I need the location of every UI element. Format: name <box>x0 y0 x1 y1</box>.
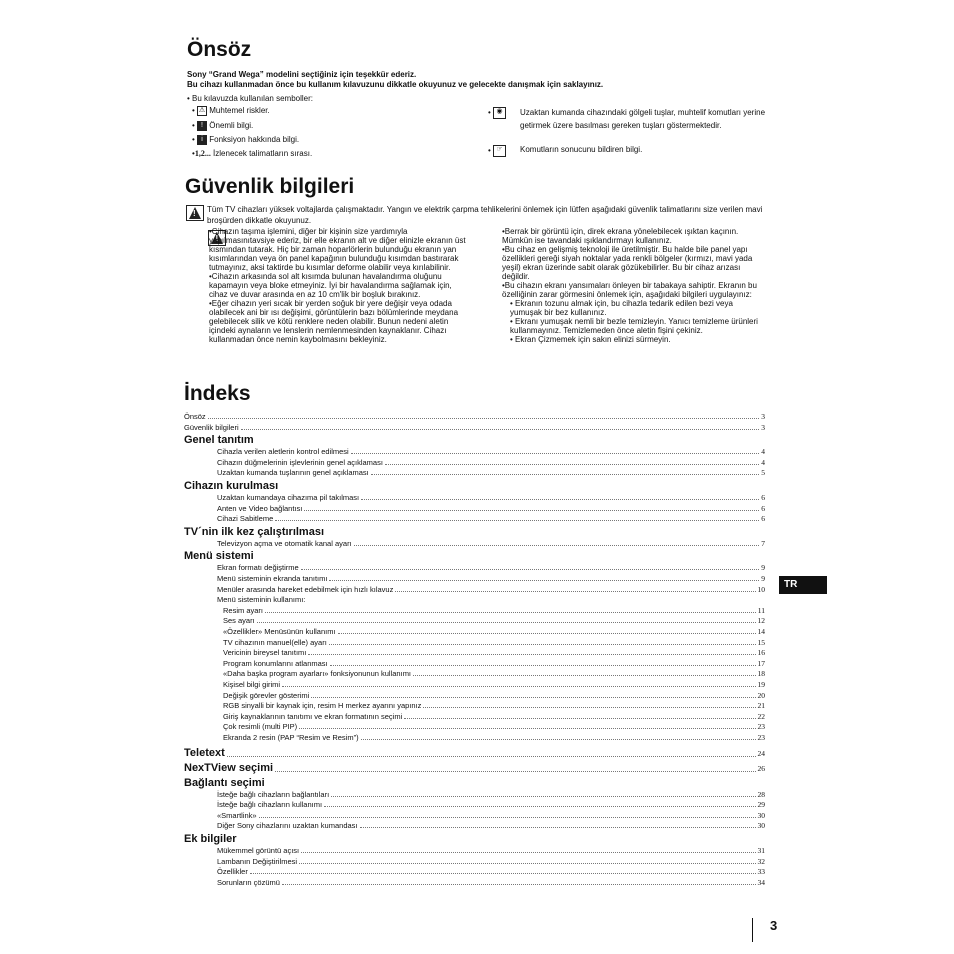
toc-entry <box>217 800 765 809</box>
toc-entry-label: Cihazın düğmelerinin işlevlerinin genel açıklaması <box>217 457 383 467</box>
safety-subitem: • Ekranın tozunu almak için, bu cihazla tedarik edilen bezi veya yumuşak bir bez kullanınız. <box>510 299 733 317</box>
leader-dots <box>250 873 756 874</box>
hand-icon: ☞ <box>493 145 506 157</box>
toc-section-entry <box>184 762 765 775</box>
toc-page-number: 15 <box>757 637 765 647</box>
toc-entry <box>217 514 765 523</box>
leader-dots <box>329 644 756 645</box>
leader-dots <box>351 453 760 454</box>
leader-dots <box>331 796 755 797</box>
toc-page-number: 9 <box>761 574 765 583</box>
toc-entry-label: Giriş kaynaklarının tanıtımı ve ekran formatının seçimi <box>223 711 403 721</box>
toc-entry-label: Özellikler <box>217 867 248 877</box>
toc-section-title: Genel tanıtım <box>184 434 254 447</box>
toc-entry-label: Mükemmel görüntü açısı <box>217 846 300 855</box>
toc-page-number: 22 <box>757 711 765 721</box>
remote-key-icon: ◉ <box>493 107 506 119</box>
toc-page-number: 32 <box>757 856 765 866</box>
toc-entry <box>217 790 765 799</box>
toc-entry <box>217 468 765 477</box>
toc-page-number: 4 <box>761 457 765 467</box>
toc-entry <box>217 447 765 456</box>
leader-dots <box>241 429 760 430</box>
safety-subitem: • Ekranı yumuşak nemli bir bezle temizleyin. Yanıcı temizleme ürünleri kullanmayınız. Temizlemeden önce aletin fişini çekiniz. <box>510 317 758 335</box>
leader-dots <box>308 654 755 655</box>
toc-page-number: 23 <box>757 733 765 742</box>
toc-entry <box>223 733 765 742</box>
leader-dots <box>275 520 759 521</box>
leader-dots <box>259 817 756 818</box>
guvenlik-left-column <box>209 227 471 344</box>
leader-dots <box>275 771 755 772</box>
leader-dots <box>299 863 755 864</box>
toc-entry <box>223 722 765 731</box>
toc-entry <box>217 846 765 855</box>
toc-page-number: 6 <box>761 503 765 513</box>
symbol-result-text: Komutların sonucunu bildiren bilgi. <box>520 145 643 154</box>
toc-entry-label: Vericinin bireysel tanıtımı <box>223 648 307 658</box>
toc-page-number: 29 <box>757 800 765 810</box>
toc-entry-label: Program konumlarını atlanması <box>223 658 328 668</box>
language-tab: TR <box>779 576 827 594</box>
toc-entry <box>223 669 765 678</box>
toc-page-number: 7 <box>761 538 765 548</box>
leader-dots <box>385 464 759 465</box>
toc-page-number: 6 <box>761 514 765 524</box>
toc-entry-label: Resim ayarı <box>223 605 264 615</box>
toc-entry-label: Önsöz <box>184 412 206 421</box>
leader-dots <box>338 633 756 634</box>
toc-entry-label: Ses ayarı <box>223 616 255 626</box>
toc-page-number: 10 <box>757 584 765 594</box>
toc-page-number: 11 <box>757 605 765 615</box>
toc-entry-label: Kişisel bilgi girimi <box>223 680 281 689</box>
warning-icon: ⚠ <box>198 107 206 114</box>
symbol-risk-text: Muhtemel riskler. <box>209 106 270 116</box>
toc-entry <box>217 585 765 594</box>
toc-page-number: 6 <box>761 493 765 502</box>
toc-entry <box>217 493 765 502</box>
safety-item: •Bu cihazın ekranı yansımaları önleyen bir tabakaya sahiptir. Ekranın bu özelliğinin zarar görmesini önlemek için, aşağıdaki bilgileri uygulayınız: <box>502 281 757 299</box>
page-divider <box>752 918 753 942</box>
leader-dots <box>354 545 760 546</box>
toc-page-number: 24 <box>757 748 765 758</box>
leader-dots <box>413 675 755 676</box>
leader-dots <box>299 728 755 729</box>
guvenlik-intro: Tüm TV cihazları yüksek voltajlarda çalışmaktadır. Yangın ve elektrik çarpma tehlikelerini önlemek için lütfen aşağıdaki güvenlik talimatlarını size verilen mavi broşürden dikkatle okuyunuz. <box>207 205 763 225</box>
toc-page-number: 19 <box>757 680 765 689</box>
toc-entry <box>223 648 765 657</box>
leader-dots <box>282 884 756 885</box>
toc-page-number: 9 <box>761 563 765 573</box>
symbol-shaded-keys-text: Uzaktan kumanda cihazındaki gölgeli tuşlar, muhtelif komutları yerine getirmek üzere basılması gereken tuşları göstermektedir. <box>520 108 766 130</box>
page-number: 3 <box>770 918 778 933</box>
toc-entry-label: RGB sinyalli bir kaynak için, resim H merkez ayarını yapınız <box>223 701 422 711</box>
toc-entry <box>223 627 765 636</box>
leader-dots <box>360 827 756 828</box>
toc-section-title: Cihazın kurulması <box>184 480 279 492</box>
toc-entry-label: Güvenlik bilgileri <box>184 422 239 432</box>
toc-page-number: 26 <box>757 763 765 773</box>
leader-dots <box>423 707 755 708</box>
leader-dots <box>361 499 759 500</box>
toc-page-number: 12 <box>757 616 765 626</box>
toc-entry <box>217 595 765 604</box>
toc-entry-label: Sorunların çözümü <box>217 877 280 887</box>
toc-page-number: 18 <box>757 669 765 679</box>
toc-page-number: 21 <box>757 701 765 711</box>
symbols-intro: • Bu kılavuzda kullanılan semboller: <box>187 94 313 103</box>
onsoz-title: Önsöz <box>187 38 252 61</box>
toc-entry <box>223 712 765 721</box>
toc-page-number: 31 <box>757 846 765 855</box>
toc-entry-label: Menü sisteminin kullanımı: <box>217 595 306 605</box>
toc-entry <box>217 878 765 887</box>
leader-dots <box>371 474 760 475</box>
sequence-marker: 1,2... <box>194 149 211 158</box>
toc-entry <box>217 563 765 572</box>
toc-entry <box>184 412 765 421</box>
toc-entry-label: Menüler arasında hareket edebilmek için hızlı kılavuz <box>217 584 394 594</box>
toc-page-number: 23 <box>757 722 765 732</box>
safety-item: •Bu cihaz en gelişmiş teknoloji ile üretilmiştir. Bu halde bile panel yapı özellikleri gereği siyah noktalar yada renkli bölgeler (kırmızı, mavi yada yeşil) ekran üzerinde sabit olarak gözükebilirler. Bu bir cihaz arızası değildir. <box>502 245 753 281</box>
symbol-important: • ! Önemli bilgi. <box>192 121 254 131</box>
toc-entry-label: Televizyon açma ve otomatik kanal ayarı <box>217 538 352 548</box>
toc-entry-label: «Özellikler» Menüsünün kullanımı <box>223 627 336 636</box>
toc-entry-label: Diğer Sony cihazlarını uzaktan kumandası <box>217 821 358 831</box>
toc-section-title: Ek bilgiler <box>184 833 237 845</box>
leader-dots <box>324 806 755 807</box>
safety-item: •Cihazın arkasında sol alt kısımda bulunan havalandırma oluğunu kapamayın veya bloke etmeyiniz. İyi bir havalandırma sağlamak için, cihaz ve duvar arasında en az 10 cm'lik bir boşluk bırakınız. <box>209 272 452 299</box>
leader-dots <box>361 739 756 740</box>
important-icon: ! <box>197 121 207 131</box>
leader-dots <box>329 580 759 581</box>
toc-entry <box>223 680 765 689</box>
symbol-important-text: Önemli bilgi. <box>209 121 254 131</box>
indeks-title: İndeks <box>184 382 251 405</box>
leader-dots <box>395 591 755 592</box>
toc-entry-label: Anten ve Video bağlantısı <box>217 503 303 513</box>
toc-entry <box>184 423 765 432</box>
toc-page-number: 16 <box>757 648 765 658</box>
toc-entry <box>223 606 765 615</box>
leader-dots <box>311 697 755 698</box>
leader-dots <box>404 718 755 719</box>
toc-entry <box>217 857 765 866</box>
toc-page-number: 4 <box>761 447 765 457</box>
toc-page-number: 14 <box>757 627 765 636</box>
safety-item: •Cihazın taşıma işlemini, diğer bir kişinin size yardımıyla yapılmasınıtavsiye ederiz, bir elle ekranın alt ve diğer elinizle ekranın üst kısmından tutarak. Hiç bir zaman hoparlörlerin bulunduğu ekranın yan kısımlarından veya ön panel kapağının bulunduğu kısımdan bastırarak tutmayınız, aksi taktirde bu kısımlar deforme olabilir veya kırılabilinir. <box>209 227 466 272</box>
toc-entry-label: TV cihazının manuel(elle) ayarı <box>223 637 327 647</box>
leader-dots <box>282 686 755 687</box>
toc-entry-label: Ekranda 2 resin (PAP “Resim ve Resim”) <box>223 733 359 742</box>
toc-entry <box>217 504 765 513</box>
leader-dots <box>330 665 756 666</box>
toc-section-title: Teletext <box>184 746 225 759</box>
toc-entry <box>217 574 765 583</box>
symbol-risk: • ⚠ Muhtemel riskler. <box>192 106 270 116</box>
toc-entry-label: Uzaktan kumandaya cihazıma pil takılması <box>217 493 360 502</box>
toc-entry-label: Cihazla verilen aletlerin kontrol edilmesi <box>217 447 349 457</box>
onsoz-intro-1: Sony “Grand Wega” modelini seçtiğiniz için teşekkür ederiz. <box>187 70 417 79</box>
toc-page-number: 30 <box>757 810 765 820</box>
toc-page-number: 34 <box>757 877 765 887</box>
leader-dots <box>301 852 755 853</box>
toc-entry <box>223 638 765 647</box>
toc-page-number: 33 <box>757 867 765 877</box>
toc-section-entry <box>184 747 765 760</box>
safety-item: •Berrak bir görüntü için, direk ekrana yönelebilecek ışıktan kaçının. Mümkün ise tavandaki ışıklandırmayı kullanınız. <box>502 227 739 245</box>
toc-section-title: TV´nin ilk kez çalıştırılması <box>184 525 324 538</box>
toc-entry-label: Cihazi Sabitleme <box>217 514 274 524</box>
symbol-sequence-text: İzlenecek talimatların sırası. <box>213 149 313 158</box>
toc-entry-label: Lambanın Değiştirilmesi <box>217 856 298 866</box>
toc-page-number: 3 <box>761 422 765 432</box>
toc-entry <box>217 539 765 548</box>
toc-entry-label: Menü sisteminin ekranda tanıtımı <box>217 574 328 583</box>
leader-dots <box>304 510 759 511</box>
guvenlik-title: Güvenlik bilgileri <box>185 175 355 198</box>
toc-entry <box>217 867 765 876</box>
toc-entry <box>223 659 765 668</box>
toc-section-title: Bağlantı seçimi <box>184 776 265 789</box>
warning-icon <box>186 205 204 221</box>
toc-entry-label: «Smartlink» <box>217 810 257 820</box>
toc-entry <box>217 458 765 467</box>
toc-entry-label: İsteğe bağlı cihazların bağlantıları <box>217 789 330 799</box>
toc-section-title: Menü sistemi <box>184 550 254 563</box>
toc-entry <box>223 701 765 710</box>
toc-page-number: 30 <box>757 821 765 831</box>
toc-section-title: NexTView seçimi <box>184 761 274 774</box>
symbol-info-text: Fonksiyon hakkında bilgi. <box>209 135 300 145</box>
toc-page-number: 5 <box>761 468 765 478</box>
toc-entry <box>217 811 765 820</box>
symbol-shaded-keys: • ◉ Uzaktan kumanda cihazındaki gölgeli tuşlar, muhtelif komutları yerine getirmek üzere basılması gereken tuşları göstermektedir. <box>488 106 768 119</box>
toc-page-number: 3 <box>761 412 765 421</box>
leader-dots <box>301 569 760 570</box>
safety-item: •Eğer cihazın yeri sıcak bir yerden soğuk bir yere değişir veya odada olabilecek ani bir ısı değişimi, görüntülerin bazı bölümlerinde meydana gelebilecek silik ve kötü renklere neden olabilir. Bunun nedeni aletin içindeki aynaların ve lenslerin nemlenmesinden kaynaklanır. Cihazı kullanmadan önce nemin kaybolmasını bekleyiniz. <box>209 299 459 344</box>
toc-entry-label: Ekran formatı değiştirme <box>217 563 299 573</box>
toc-entry-label: Uzaktan kumanda tuşlarının genel açıklaması <box>217 468 369 478</box>
toc-entry <box>217 821 765 830</box>
symbol-sequence: •1,2... İzlenecek talimatların sırası. <box>192 149 313 158</box>
onsoz-intro-2: Bu cihazı kullanmadan önce bu kullanım kılavuzunu dikkatle okuyunuz ve gelecekte danışmak için saklayınız. <box>187 80 604 89</box>
leader-dots <box>265 612 756 613</box>
leader-dots <box>208 418 760 419</box>
toc-entry <box>223 616 765 625</box>
symbol-result: • ☞ Komutların sonucunu bildiren bilgi. <box>488 145 643 156</box>
toc-page-number: 17 <box>757 658 765 668</box>
toc-entry-label: «Daha başka program ayarları» fonksiyonunun kullanımı <box>223 669 412 679</box>
leader-dots <box>227 756 756 757</box>
toc-entry-label: Çok resimli (multi PIP) <box>223 722 298 732</box>
info-icon: i <box>197 135 207 145</box>
toc-entry <box>223 691 765 700</box>
leader-dots <box>257 622 756 623</box>
toc-page-number: 28 <box>757 789 765 799</box>
toc-page-number: 20 <box>757 690 765 700</box>
safety-subitem: • Ekran Çizmemek için sakın elinizi sürmeyin. <box>510 335 671 344</box>
guvenlik-right-column <box>502 227 764 344</box>
toc-entry-label: Değişik görevler gösterimi <box>223 690 310 700</box>
toc-entry-label: İsteğe bağlı cihazların kullanımı <box>217 800 323 810</box>
symbol-info: • i Fonksiyon hakkında bilgi. <box>192 135 300 145</box>
